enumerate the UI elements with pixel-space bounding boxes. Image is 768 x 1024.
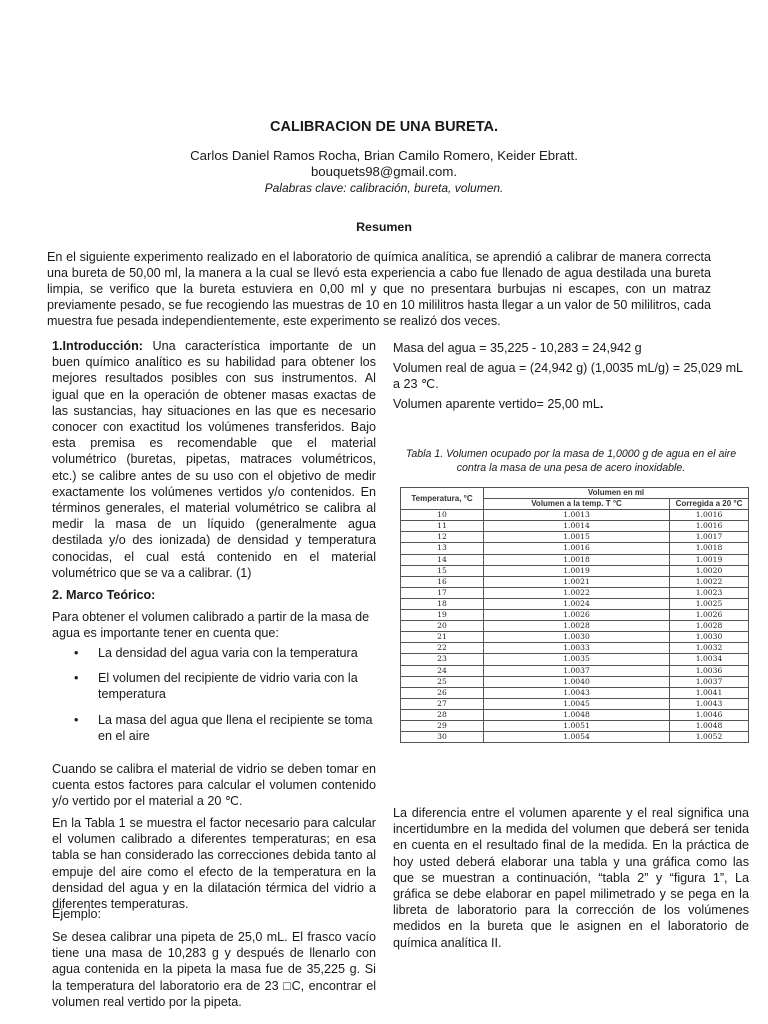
table-row: [401, 698, 749, 709]
cell-volume-at-temp: 1.0015: [484, 532, 670, 543]
cell-temperature: 12: [401, 532, 484, 543]
cell-corrected: 1.0037: [670, 676, 749, 687]
apparent-volume-calc: [393, 397, 749, 411]
introduction-paragraph: [52, 338, 376, 581]
header-corrected: Corregida a 20 °C: [670, 499, 749, 510]
cell-temperature: 22: [401, 643, 484, 654]
cell-temperature: 18: [401, 598, 484, 609]
cell-temperature: 29: [401, 720, 484, 731]
cell-volume-at-temp: 1.0037: [484, 665, 670, 676]
cell-corrected: 1.0028: [670, 621, 749, 632]
cell-volume-at-temp: 1.0054: [484, 732, 670, 743]
cell-corrected: 1.0017: [670, 532, 749, 543]
cell-volume-at-temp: 1.0014: [484, 521, 670, 532]
cell-corrected: 1.0016: [670, 510, 749, 521]
difference-paragraph: La diferencia entre el volumen aparente y el real significa una incertidumbre en la medida del volumen que deberá ser tenida en cuenta en el resultado final de la medida. En la práctica de hoy usted deberá elaborar una tabla y una gráfica como las que se muestran a continuación, “tabla 2” y “figura 1”, La gráfica se debe elaborar en papel milimetrado y se pega en la libreta de laboratorio para la corrección de los volúmenes medidos en la bureta que le asignen en el laboratorio de química analítica II.: [393, 806, 749, 950]
table-row: [401, 621, 749, 632]
cell-corrected: 1.0032: [670, 643, 749, 654]
cell-temperature: 23: [401, 654, 484, 665]
cell-volume-at-temp: 1.0033: [484, 643, 670, 654]
cell-volume-at-temp: 1.0030: [484, 632, 670, 643]
cell-corrected: 1.0018: [670, 543, 749, 554]
header-volume-at-temp: Volumen a la temp. T °C: [484, 499, 670, 510]
cell-corrected: 1.0052: [670, 732, 749, 743]
cell-volume-at-temp: 1.0013: [484, 510, 670, 521]
cell-volume-at-temp: 1.0024: [484, 598, 670, 609]
cell-temperature: 15: [401, 565, 484, 576]
marco-teorico-lead: Para obtener el volumen calibrado a partir de la masa de agua es importante tener en cuenta que:: [52, 610, 370, 641]
cell-corrected: 1.0030: [670, 632, 749, 643]
keywords: Palabras clave: calibración, bureta, volumen.: [264, 181, 504, 195]
water-mass-calc: Masa del agua = 35,225 - 10,283 = 24,942 g: [393, 341, 642, 355]
abstract-text: En el siguiente experimento realizado en el laboratorio de química analítica, se aprendió a calibrar de manera correcta una bureta de 50,00 ml, la manera a la cual se llevó esta experiencia a cabo fue llenado de agua destilada una bureta limpia, se verifico que la bureta estuviera en 0,00 ml y que no presentara burbujas ni escapes, con un matraz previamente pesado, se fue recogiendo las muestras de 10 en 10 mililitros hasta llegar a un valor de 50 mililitros, cada muestra fue pesada independientemente, este experimento se realizó dos veces.: [47, 250, 711, 329]
cell-temperature: 16: [401, 576, 484, 587]
list-item: • La densidad del agua varia con la temperatura: [52, 645, 376, 661]
cell-temperature: 25: [401, 676, 484, 687]
header-volume-group: Volumen en ml: [484, 488, 749, 499]
cell-volume-at-temp: 1.0048: [484, 709, 670, 720]
cell-volume-at-temp: 1.0022: [484, 587, 670, 598]
cell-temperature: 21: [401, 632, 484, 643]
cell-volume-at-temp: 1.0028: [484, 621, 670, 632]
cell-corrected: 1.0043: [670, 698, 749, 709]
cell-corrected: 1.0016: [670, 521, 749, 532]
table-row: [401, 676, 749, 687]
cell-corrected: 1.0020: [670, 565, 749, 576]
cell-temperature: 24: [401, 665, 484, 676]
cell-temperature: 20: [401, 621, 484, 632]
cell-temperature: 14: [401, 554, 484, 565]
cell-volume-at-temp: 1.0018: [484, 554, 670, 565]
cell-volume-at-temp: 1.0040: [484, 676, 670, 687]
paper-authors: Carlos Daniel Ramos Rocha, Brian Camilo Romero, Keider Ebratt.: [190, 148, 578, 163]
introduction-heading: 1.Introducción:: [52, 339, 143, 353]
list-item: • La masa del agua que llena el recipiente se toma en el aire: [52, 712, 376, 744]
cell-temperature: 27: [401, 698, 484, 709]
table-row: [401, 632, 749, 643]
cell-temperature: 19: [401, 610, 484, 621]
cell-volume-at-temp: 1.0035: [484, 654, 670, 665]
table-row: [401, 643, 749, 654]
table-row: [401, 598, 749, 609]
cell-corrected: 1.0034: [670, 654, 749, 665]
abstract-heading: Resumen: [356, 220, 412, 234]
marco-teorico-heading: 2. Marco Teórico:: [52, 588, 156, 602]
cell-corrected: 1.0048: [670, 720, 749, 731]
cell-volume-at-temp: 1.0043: [484, 687, 670, 698]
cell-corrected: 1.0023: [670, 587, 749, 598]
table-row: [401, 565, 749, 576]
table-row: [401, 554, 749, 565]
table1-description-paragraph: En la Tabla 1 se muestra el factor necesario para calcular el volumen calibrado a diferentes temperaturas; en esa tabla se han considerado las correcciones debida tanto al empuje del aire como el efecto de la temperatura en la densidad del agua y en la dilatación térmica del vidrio a diferentes temperaturas.: [52, 816, 376, 912]
cell-temperature: 30: [401, 732, 484, 743]
apparent-volume-text: Volumen aparente vertido= 25,00 mL: [393, 397, 600, 411]
table-row: [401, 543, 749, 554]
table-row: [401, 587, 749, 598]
author-email: bouquets98@gmail.com.: [310, 164, 458, 179]
calibration-factors-paragraph: Cuando se calibra el material de vidrio se deben tomar en cuenta estos factores para calcular el volumen contenido y/o vertido por el material a 20 ℃.: [52, 762, 376, 809]
cell-temperature: 26: [401, 687, 484, 698]
table-row: [401, 610, 749, 621]
volume-table-grid: [400, 487, 749, 743]
table-row: [401, 665, 749, 676]
cell-corrected: 1.0019: [670, 554, 749, 565]
cell-corrected: 1.0026: [670, 610, 749, 621]
volume-table: [400, 487, 749, 743]
table-row: [401, 720, 749, 731]
introduction-text: Una característica importante de un buen químico analítico es su habilidad para obtener los mejores resultados posibles con sus instrumentos. Al igual que en la operación de obtener masas exactas de las sustancias, hay situaciones en las que es necesario conocer con exactitud los volúmenes transferidos. Bajo esta premisa es recomendable que el material volumétrico (buretas, pipetas, matraces volumétricos, etc.) se calibre antes de su uso con el objetivo de medir exactamente los volúmenes vertidos y/o contenidos. En términos generales, el material volumétrico se calibra al medir la masa de un líquido (generalmente agua destilada y/o des ionizada) de densidad y temperatura conocidas, el cual está contenido en el material volumétrico que se va a calibrar. (1): [52, 339, 376, 580]
cell-volume-at-temp: 1.0016: [484, 543, 670, 554]
cell-corrected: 1.0025: [670, 598, 749, 609]
real-volume-calc: Volumen real de agua = (24,942 g) (1,0035 mL/g) = 25,029 mL a 23 ℃.: [393, 361, 743, 392]
table-row: [401, 532, 749, 543]
cell-volume-at-temp: 1.0019: [484, 565, 670, 576]
cell-volume-at-temp: 1.0021: [484, 576, 670, 587]
example-paragraph: Se desea calibrar una pipeta de 25,0 mL. El frasco vacío tiene una masa de 10,283 g y después de llenarlo con agua contenida en la pipeta la masa fue de 35,225 g. Si la temperatura del laboratorio era de 23 □C, encontrar el volumen real vertido por la pipeta.: [52, 930, 376, 1009]
cell-temperature: 13: [401, 543, 484, 554]
cell-volume-at-temp: 1.0051: [484, 720, 670, 731]
table-row: [401, 709, 749, 720]
cell-temperature: 28: [401, 709, 484, 720]
list-item: • El volumen del recipiente de vidrio varia con la temperatura: [52, 670, 376, 702]
cell-corrected: 1.0036: [670, 665, 749, 676]
table-row: [401, 510, 749, 521]
cell-corrected: 1.0046: [670, 709, 749, 720]
table-body: [401, 510, 749, 743]
cell-corrected: 1.0022: [670, 576, 749, 587]
table-row: [401, 687, 749, 698]
cell-corrected: 1.0041: [670, 687, 749, 698]
table-row: [401, 576, 749, 587]
table-row: [401, 732, 749, 743]
table-row: [401, 654, 749, 665]
factors-list: [52, 645, 376, 753]
cell-temperature: 10: [401, 510, 484, 521]
cell-temperature: 17: [401, 587, 484, 598]
example-label: Ejemplo:: [52, 907, 101, 921]
apparent-volume-period: .: [599, 397, 604, 411]
cell-volume-at-temp: 1.0045: [484, 698, 670, 709]
paper-title: CALIBRACION DE UNA BURETA.: [270, 119, 498, 135]
header-temperature: Temperatura, °C: [401, 488, 484, 510]
cell-volume-at-temp: 1.0026: [484, 610, 670, 621]
table-row: [401, 521, 749, 532]
cell-temperature: 11: [401, 521, 484, 532]
table-caption: Tabla 1. Volumen ocupado por la masa de 1,0000 g de agua en el aire contra la masa de una pesa de acero inoxidable.: [405, 448, 737, 474]
